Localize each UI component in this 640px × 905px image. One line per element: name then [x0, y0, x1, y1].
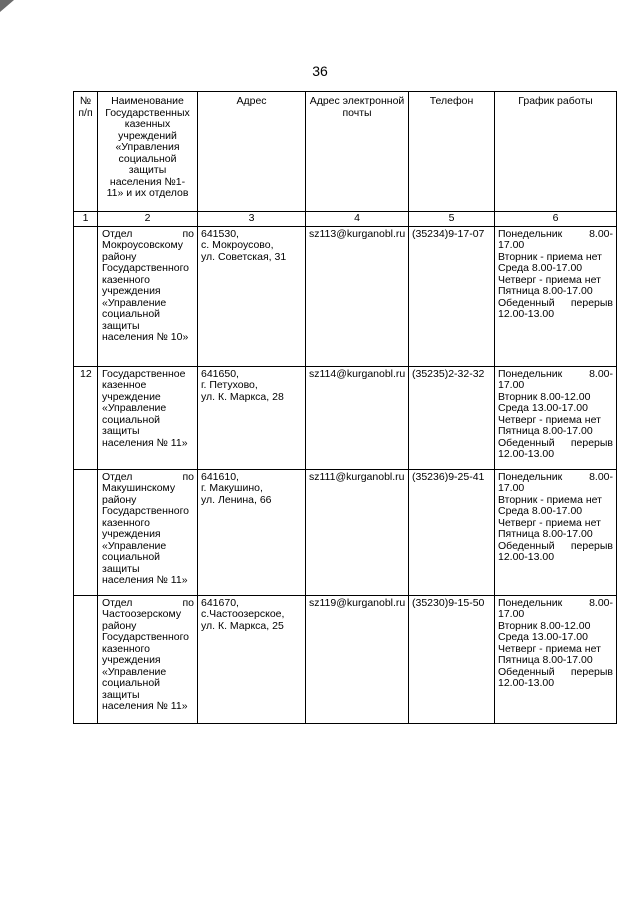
phone-number: (35235)2-32-32 — [409, 366, 495, 469]
institution-name: Отдел по Частоозерскому району Государственного казенного учреждения «Управление социальной защиты населения № 11» — [98, 595, 198, 723]
work-schedule: Понедельник 8.00- 17.00 Вторник 8.00-12.00 Среда 13.00-17.00 Четверг - приема нет Пятница 8.00-17.00 Обеденный перерыв 12.00-13.00 — [495, 366, 617, 469]
phone-number: (35230)9-15-50 — [409, 595, 495, 723]
institution-name: Отдел по Мокроусовскому району Государственного казенного учреждения «Управление социальной защиты населения № 10» — [98, 226, 198, 366]
phone-number: (35234)9-17-07 — [409, 226, 495, 366]
address: 641650, г. Петухово, ул. К. Маркса, 28 — [198, 366, 306, 469]
phone-number: (35236)9-25-41 — [409, 469, 495, 595]
table-row — [74, 366, 617, 469]
row-number — [74, 595, 98, 723]
header-address: Адрес — [198, 92, 306, 212]
header-schedule: График работы — [495, 92, 617, 212]
page-number: 36 — [312, 63, 328, 79]
scan-corner-mark — [0, 0, 14, 12]
institution-name: Государственное казенное учреждение «Управление социальной защиты населения № 11» — [98, 366, 198, 469]
row-number — [74, 469, 98, 595]
table-row — [74, 469, 617, 595]
header-number: № п/п — [74, 92, 98, 212]
column-number: 5 — [409, 212, 495, 227]
address: 641530, с. Мокроусово, ул. Советская, 31 — [198, 226, 306, 366]
table-row — [74, 595, 617, 723]
address: 641670, с.Частоозерское, ул. К. Маркса, 25 — [198, 595, 306, 723]
header-institution-name: Наименование Государственных казенных учреждений «Управления социальной защиты населения №1- 11» и их отделов — [98, 92, 198, 212]
email-address: sz113@kurganobl.ru — [306, 226, 409, 366]
column-number: 4 — [306, 212, 409, 227]
column-number: 2 — [98, 212, 198, 227]
column-numbers-row — [74, 212, 617, 227]
table-row — [74, 226, 617, 366]
column-number: 1 — [74, 212, 98, 227]
work-schedule: Понедельник 8.00- 17.00 Вторник - приема нет Среда 8.00-17.00 Четверг - приема нет Пятница 8.00-17.00 Обеденный перерыв 12.00-13.00 — [495, 226, 617, 366]
email-address: sz111@kurganobl.ru — [306, 469, 409, 595]
institution-name: Отдел по Макушинскому району Государственного казенного учреждения «Управление социальной защиты населения № 11» — [98, 469, 198, 595]
column-number: 6 — [495, 212, 617, 227]
header-email: Адрес электронной почты — [306, 92, 409, 212]
column-number: 3 — [198, 212, 306, 227]
row-number: 12 — [74, 366, 98, 469]
email-address: sz119@kurganobl.ru — [306, 595, 409, 723]
work-schedule: Понедельник 8.00- 17.00 Вторник 8.00-12.00 Среда 13.00-17.00 Четверг - приема нет Пятница 8.00-17.00 Обеденный перерыв 12.00-13.00 — [495, 595, 617, 723]
header-phone: Телефон — [409, 92, 495, 212]
email-address: sz114@kurganobl.ru — [306, 366, 409, 469]
table-header-row — [74, 92, 617, 212]
institutions-table — [73, 91, 617, 724]
address: 641610, г. Макушино, ул. Ленина, 66 — [198, 469, 306, 595]
row-number — [74, 226, 98, 366]
work-schedule: Понедельник 8.00- 17.00 Вторник - приема нет Среда 8.00-17.00 Четверг - приема нет Пятница 8.00-17.00 Обеденный перерыв 12.00-13.00 — [495, 469, 617, 595]
